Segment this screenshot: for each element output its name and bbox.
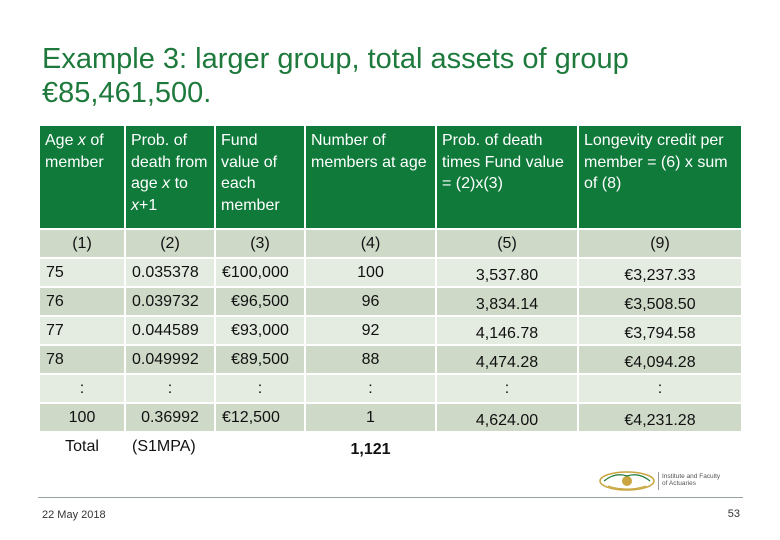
table-cell: 76 [39,287,125,316]
table-cell: €4,231.28 [578,403,742,432]
table-cell: : [39,374,125,403]
table-cell: 0.035378 [125,258,215,287]
table-cell: 3,537.80 [436,258,578,287]
table-row [39,316,742,345]
table-cell: 96 [305,287,436,316]
total-method: (S1MPA) [125,432,215,461]
table-cell: €3,237.33 [578,258,742,287]
table-cell: (4) [305,229,436,258]
table-row [39,287,742,316]
table-cell: (9) [578,229,742,258]
table-cell: 78 [39,345,125,374]
total-label: Total [39,432,125,461]
table-cell: 88 [305,345,436,374]
page-number: 53 [727,508,740,520]
table-cell [215,432,305,461]
table-cell: : [436,374,578,403]
table-cell: : [215,374,305,403]
table-cell [436,432,578,461]
table-row [39,258,742,287]
table-cell: (3) [215,229,305,258]
table-cell: 100 [305,258,436,287]
table-cell: 0.36992 [125,403,215,432]
slide-title: Example 3: larger group, total assets of group €85,461,500. [42,43,629,109]
header-number-members: Number of members at age [305,125,436,229]
header-prob-times-fund: Prob. of death times Fund value = (2)x(3) [436,125,578,229]
table-cell: 100 [39,403,125,432]
table-cell: 3,834.14 [436,287,578,316]
table-cell: €12,500 [215,403,305,432]
total-members: 1,121 [305,432,436,461]
table-cell: €3,794.58 [578,316,742,345]
header-fund-value: Fund value of each member [215,125,305,229]
header-row [39,125,742,229]
column-number-row [39,229,742,258]
table-cell: €4,094.28 [578,345,742,374]
table-cell: 4,474.28 [436,345,578,374]
table-cell: 0.049992 [125,345,215,374]
table-cell: 0.044589 [125,316,215,345]
table-cell: : [305,374,436,403]
footer-divider [38,497,743,498]
table-cell: (1) [39,229,125,258]
crest-icon [598,470,656,492]
table-cell: €100,000 [215,258,305,287]
table-cell: 77 [39,316,125,345]
header-age: Age x of member [39,125,125,229]
table-cell: : [125,374,215,403]
table-cell: 0.039732 [125,287,215,316]
table-cell: 75 [39,258,125,287]
ifoa-logo [598,470,728,492]
header-prob-death: Prob. of death from age x to x+1 [125,125,215,229]
table-cell: 1 [305,403,436,432]
table-cell: 92 [305,316,436,345]
table-cell [578,432,742,461]
table-cell: €3,508.50 [578,287,742,316]
table-cell: 4,624.00 [436,403,578,432]
table-cell: €93,000 [215,316,305,345]
table-cell: : [578,374,742,403]
table-cell: 4,146.78 [436,316,578,345]
table-cell: €96,500 [215,287,305,316]
table-row [39,403,742,432]
table-cell: €89,500 [215,345,305,374]
table-cell: (5) [436,229,578,258]
footer-date: 22 May 2018 [42,509,106,521]
total-row [39,432,742,461]
table-row [39,345,742,374]
logo-text: Institute and Faculty of Actuaries [662,473,721,487]
longevity-table [38,124,743,462]
table-row [39,374,742,403]
table-cell: (2) [125,229,215,258]
header-longevity-credit: Longevity credit per member = (6) x sum of (8) [578,125,742,229]
